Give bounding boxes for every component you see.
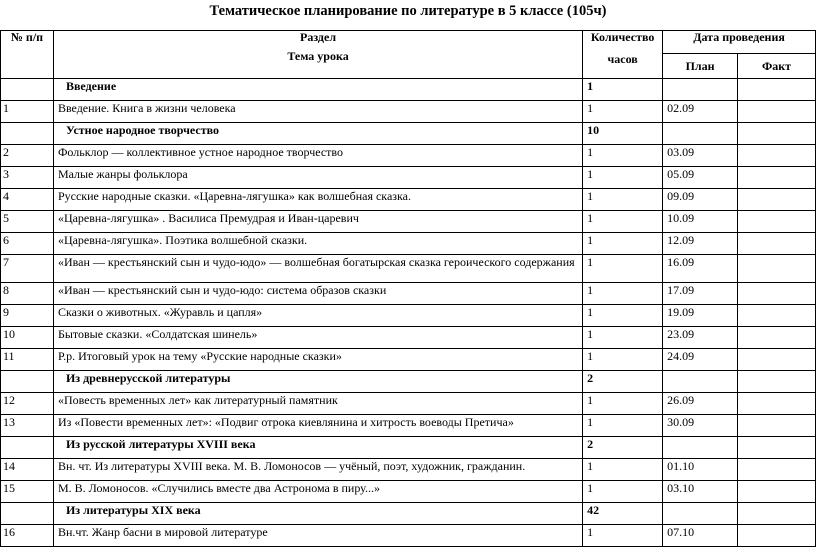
- row-number: 1: [1, 101, 54, 123]
- planning-table: [0, 30, 816, 547]
- row-number: [1, 437, 54, 459]
- lesson-topic: Малые жанры фольклора: [53, 167, 582, 189]
- plan-date: 26.09: [663, 393, 738, 415]
- plan-date: [663, 123, 738, 145]
- table-row: [1, 101, 816, 123]
- plan-date: 03.09: [663, 145, 738, 167]
- row-number: 9: [1, 305, 54, 327]
- fact-date: [738, 371, 816, 393]
- table-row: [1, 233, 816, 255]
- lesson-topic: «Царевна-лягушка» . Василиса Премудрая и Иван-царевич: [53, 211, 582, 233]
- lesson-topic: Р.р. Итоговый урок на тему «Русские народные сказки»: [53, 349, 582, 371]
- plan-date: 03.10: [663, 481, 738, 503]
- plan-date: [663, 437, 738, 459]
- plan-date: [663, 79, 738, 101]
- header-section-topic: [53, 31, 582, 79]
- row-number: [1, 123, 54, 145]
- hours-cell: 1: [583, 189, 663, 211]
- header-hours-line1: Количество: [590, 30, 655, 44]
- section-row: [1, 503, 816, 525]
- plan-date: 23.09: [663, 327, 738, 349]
- table-row: [1, 211, 816, 233]
- lesson-topic: Введение. Книга в жизни человека: [53, 101, 582, 123]
- table-row: [1, 459, 816, 481]
- header-date: Дата проведения: [663, 31, 816, 54]
- plan-date: 24.09: [663, 349, 738, 371]
- table-row: [1, 189, 816, 211]
- lesson-topic: Из «Повести временных лет»: «Подвиг отрока киевлянина и хитрость воеводы Претича»: [53, 415, 582, 437]
- row-number: [1, 371, 54, 393]
- lesson-topic: Сказки о животных. «Журавль и цапля»: [53, 305, 582, 327]
- table-row: [1, 393, 816, 415]
- row-number: 7: [1, 255, 54, 283]
- row-number: 3: [1, 167, 54, 189]
- fact-date: [738, 79, 816, 101]
- hours-cell: 2: [583, 437, 663, 459]
- hours-cell: 1: [583, 305, 663, 327]
- hours-cell: 1: [583, 525, 663, 547]
- hours-cell: 1: [583, 349, 663, 371]
- table-row: [1, 349, 816, 371]
- plan-date: 09.09: [663, 189, 738, 211]
- lesson-topic: «Царевна-лягушка». Поэтика волшебной сказки.: [53, 233, 582, 255]
- hours-cell: 1: [583, 415, 663, 437]
- header-plan: План: [663, 54, 738, 79]
- hours-cell: 1: [583, 145, 663, 167]
- plan-date: 12.09: [663, 233, 738, 255]
- fact-date: [738, 167, 816, 189]
- header-topic: Тема урока: [287, 49, 349, 63]
- hours-cell: 2: [583, 371, 663, 393]
- page-title: Тематическое планирование по литературе в 5 классе (105ч): [209, 3, 607, 19]
- hours-cell: 1: [583, 327, 663, 349]
- plan-date: 01.10: [663, 459, 738, 481]
- table-row: [1, 255, 816, 283]
- plan-date: 17.09: [663, 283, 738, 305]
- lesson-topic: «Повесть временных лет» как литературный памятник: [53, 393, 582, 415]
- plan-date: 19.09: [663, 305, 738, 327]
- table-row: [1, 481, 816, 503]
- hours-cell: 42: [583, 503, 663, 525]
- hours-cell: 1: [583, 255, 663, 283]
- row-number: [1, 79, 54, 101]
- fact-date: [738, 123, 816, 145]
- fact-date: [738, 503, 816, 525]
- hours-cell: 10: [583, 123, 663, 145]
- hours-cell: 1: [583, 459, 663, 481]
- row-number: 6: [1, 233, 54, 255]
- table-row: [1, 327, 816, 349]
- table-row: [1, 145, 816, 167]
- header-num: № п/п: [1, 31, 54, 79]
- section-row: [1, 79, 816, 101]
- hours-cell: 1: [583, 101, 663, 123]
- lesson-topic: Русские народные сказки. «Царевна-лягушка» как волшебная сказка.: [53, 189, 582, 211]
- fact-date: [738, 525, 816, 547]
- plan-date: 02.09: [663, 101, 738, 123]
- lesson-topic: М. В. Ломоносов. «Случились вместе два Астронома в пиру...»: [53, 481, 582, 503]
- lesson-topic: «Иван — крестьянский сын и чудо-юдо: система образов сказки: [53, 283, 582, 305]
- table-row: [1, 283, 816, 305]
- fact-date: [738, 305, 816, 327]
- fact-date: [738, 393, 816, 415]
- header-hours: [583, 31, 663, 79]
- hours-cell: 1: [583, 79, 663, 101]
- fact-date: [738, 437, 816, 459]
- hours-cell: 1: [583, 167, 663, 189]
- row-number: 15: [1, 481, 54, 503]
- hours-cell: 1: [583, 481, 663, 503]
- lesson-topic: Фольклор — коллективное устное народное творчество: [53, 145, 582, 167]
- plan-date: 10.09: [663, 211, 738, 233]
- fact-date: [738, 101, 816, 123]
- row-number: 16: [1, 525, 54, 547]
- plan-date: 30.09: [663, 415, 738, 437]
- row-number: 5: [1, 211, 54, 233]
- section-row: [1, 371, 816, 393]
- plan-date: [663, 371, 738, 393]
- section-title: Устное народное творчество: [53, 123, 582, 145]
- fact-date: [738, 211, 816, 233]
- table-row: [1, 305, 816, 327]
- row-number: 4: [1, 189, 54, 211]
- row-number: 2: [1, 145, 54, 167]
- fact-date: [738, 349, 816, 371]
- table-row: [1, 167, 816, 189]
- fact-date: [738, 459, 816, 481]
- row-number: 10: [1, 327, 54, 349]
- row-number: 11: [1, 349, 54, 371]
- section-title: Из русской литературы XVIII века: [53, 437, 582, 459]
- table-header-row: [1, 31, 816, 54]
- lesson-topic: Вн.чт. Жанр басни в мировой литературе: [53, 525, 582, 547]
- fact-date: [738, 415, 816, 437]
- fact-date: [738, 189, 816, 211]
- lesson-topic: Бытовые сказки. «Солдатская шинель»: [53, 327, 582, 349]
- header-hours-line2: часов: [607, 52, 638, 66]
- plan-date: 07.10: [663, 525, 738, 547]
- fact-date: [738, 145, 816, 167]
- plan-date: 05.09: [663, 167, 738, 189]
- row-number: [1, 503, 54, 525]
- row-number: 12: [1, 393, 54, 415]
- section-title: Из литературы XIX века: [53, 503, 582, 525]
- lesson-topic: Вн. чт. Из литературы XVIII века. М. В. Ломоносов — учёный, поэт, художник, гражданин.: [53, 459, 582, 481]
- fact-date: [738, 255, 816, 283]
- fact-date: [738, 283, 816, 305]
- hours-cell: 1: [583, 211, 663, 233]
- plan-date: 16.09: [663, 255, 738, 283]
- row-number: 8: [1, 283, 54, 305]
- fact-date: [738, 327, 816, 349]
- hours-cell: 1: [583, 393, 663, 415]
- header-section: Раздел: [300, 30, 337, 44]
- fact-date: [738, 481, 816, 503]
- section-title: Из древнерусской литературы: [53, 371, 582, 393]
- section-row: [1, 123, 816, 145]
- section-title: Введение: [53, 79, 582, 101]
- hours-cell: 1: [583, 283, 663, 305]
- table-row: [1, 525, 816, 547]
- header-fact: Факт: [738, 54, 816, 79]
- table-row: [1, 415, 816, 437]
- hours-cell: 1: [583, 233, 663, 255]
- fact-date: [738, 233, 816, 255]
- plan-date: [663, 503, 738, 525]
- row-number: 13: [1, 415, 54, 437]
- section-row: [1, 437, 816, 459]
- lesson-topic: «Иван — крестьянский сын и чудо-юдо» — волшебная богатырская сказка героического содержания: [53, 255, 582, 283]
- row-number: 14: [1, 459, 54, 481]
